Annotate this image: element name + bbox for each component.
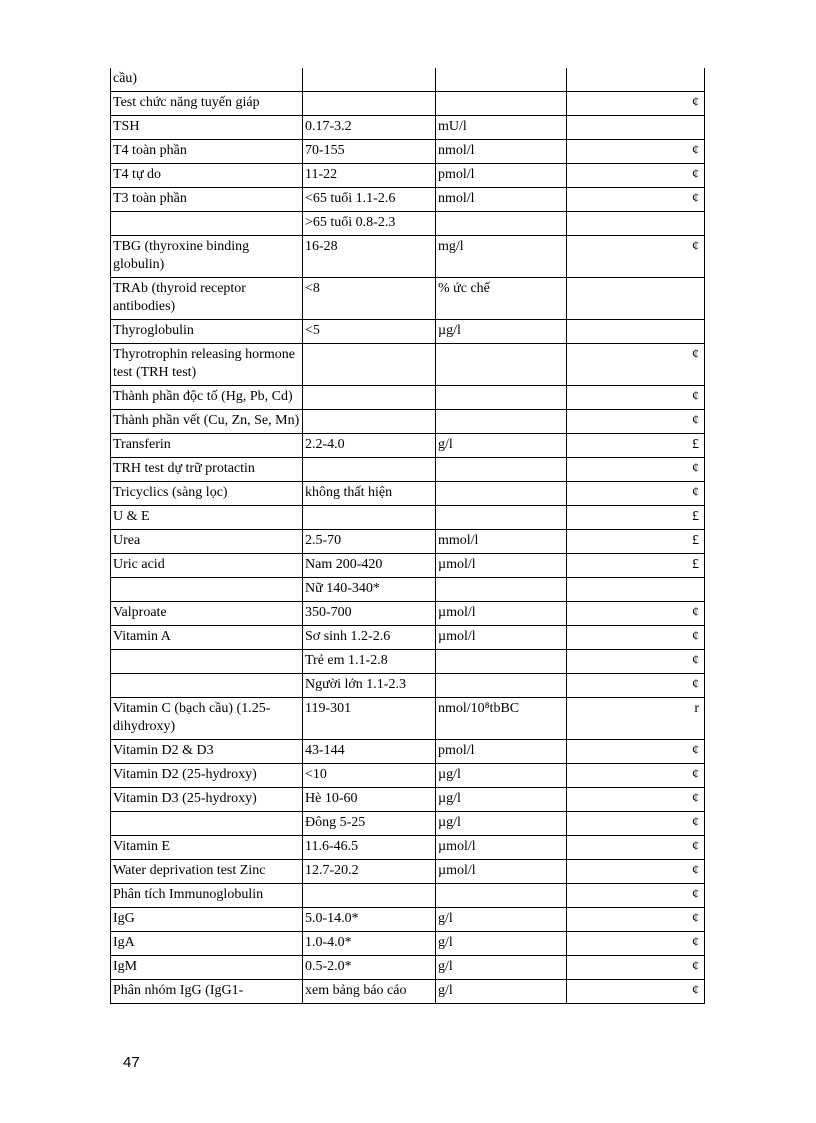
mark-cell: ¢ [567, 626, 705, 650]
table-row [111, 626, 705, 650]
reference-range-cell [303, 68, 436, 92]
test-name-cell: Phân tích Immunoglobulin [111, 884, 303, 908]
table-row [111, 530, 705, 554]
mark-cell: ¢ [567, 650, 705, 674]
reference-range-cell: <10 [303, 764, 436, 788]
table-row [111, 344, 705, 386]
reference-range-cell: 11.6-46.5 [303, 836, 436, 860]
mark-cell: ¢ [567, 740, 705, 764]
unit-cell: µmol/l [436, 554, 567, 578]
mark-cell [567, 278, 705, 320]
table-row [111, 788, 705, 812]
table-row [111, 116, 705, 140]
unit-cell: µmol/l [436, 836, 567, 860]
table-row [111, 236, 705, 278]
test-name-cell: Vitamin D3 (25-hydroxy) [111, 788, 303, 812]
unit-cell: g/l [436, 980, 567, 1004]
unit-cell: mmol/l [436, 530, 567, 554]
unit-cell [436, 458, 567, 482]
table-row [111, 956, 705, 980]
mark-cell [567, 68, 705, 92]
test-name-cell: IgA [111, 932, 303, 956]
table-row [111, 434, 705, 458]
mark-cell: ¢ [567, 188, 705, 212]
table-row [111, 68, 705, 92]
test-name-cell [111, 212, 303, 236]
table-row [111, 908, 705, 932]
table-row [111, 836, 705, 860]
unit-cell [436, 884, 567, 908]
mark-cell: ¢ [567, 836, 705, 860]
mark-cell: ¢ [567, 812, 705, 836]
mark-cell: ¢ [567, 482, 705, 506]
mark-cell: ¢ [567, 140, 705, 164]
test-name-cell: IgG [111, 908, 303, 932]
unit-cell [436, 212, 567, 236]
mark-cell: ¢ [567, 236, 705, 278]
reference-range-cell: xem bảng báo cáo [303, 980, 436, 1004]
mark-cell: r [567, 698, 705, 740]
unit-cell [436, 650, 567, 674]
mark-cell: ¢ [567, 674, 705, 698]
table-row [111, 932, 705, 956]
unit-cell [436, 386, 567, 410]
reference-range-cell: 5.0-14.0* [303, 908, 436, 932]
reference-range-cell: 11-22 [303, 164, 436, 188]
table-row [111, 410, 705, 434]
unit-cell [436, 506, 567, 530]
mark-cell: £ [567, 434, 705, 458]
reference-range-cell [303, 410, 436, 434]
test-name-cell: Vitamin C (bạch cầu) (1.25-dihydroxy) [111, 698, 303, 740]
table-row [111, 740, 705, 764]
test-name-cell: TRAb (thyroid receptor antibodies) [111, 278, 303, 320]
test-name-cell [111, 812, 303, 836]
table-row [111, 674, 705, 698]
table-row [111, 506, 705, 530]
table-row [111, 602, 705, 626]
test-name-cell: Vitamin D2 & D3 [111, 740, 303, 764]
reference-range-cell [303, 506, 436, 530]
mark-cell [567, 320, 705, 344]
test-name-cell: Urea [111, 530, 303, 554]
reference-values-table [110, 68, 705, 1004]
unit-cell: µg/l [436, 812, 567, 836]
test-name-cell: TBG (thyroxine binding globulin) [111, 236, 303, 278]
unit-cell: µg/l [436, 764, 567, 788]
table-row [111, 650, 705, 674]
reference-range-cell: 0.5-2.0* [303, 956, 436, 980]
unit-cell [436, 68, 567, 92]
reference-range-cell: 2.5-70 [303, 530, 436, 554]
test-name-cell [111, 578, 303, 602]
test-name-cell: Uric acid [111, 554, 303, 578]
unit-cell [436, 482, 567, 506]
test-name-cell: Thành phần độc tố (Hg, Pb, Cd) [111, 386, 303, 410]
table-row [111, 92, 705, 116]
table-row [111, 578, 705, 602]
table-row [111, 764, 705, 788]
reference-range-cell: 0.17-3.2 [303, 116, 436, 140]
test-name-cell: Phân nhóm IgG (IgG1- [111, 980, 303, 1004]
test-name-cell: Vitamin E [111, 836, 303, 860]
test-name-cell: Thyroglobulin [111, 320, 303, 344]
unit-cell: µmol/l [436, 860, 567, 884]
mark-cell [567, 116, 705, 140]
unit-cell: µmol/l [436, 626, 567, 650]
test-name-cell: Valproate [111, 602, 303, 626]
reference-range-cell: 12.7-20.2 [303, 860, 436, 884]
reference-range-cell: Người lớn 1.1-2.3 [303, 674, 436, 698]
test-name-cell: Thành phần vết (Cu, Zn, Se, Mn) [111, 410, 303, 434]
table-row [111, 212, 705, 236]
page-number: 47 [123, 1054, 140, 1071]
unit-cell: µg/l [436, 320, 567, 344]
mark-cell: ¢ [567, 980, 705, 1004]
reference-range-cell: <5 [303, 320, 436, 344]
test-name-cell: Transferin [111, 434, 303, 458]
unit-cell: mU/l [436, 116, 567, 140]
unit-cell: mg/l [436, 236, 567, 278]
reference-range-cell: 2.2-4.0 [303, 434, 436, 458]
unit-cell: g/l [436, 434, 567, 458]
test-name-cell [111, 650, 303, 674]
table-row [111, 320, 705, 344]
table-row [111, 278, 705, 320]
reference-range-cell: >65 tuổi 0.8-2.3 [303, 212, 436, 236]
table-row [111, 482, 705, 506]
test-name-cell: cầu) [111, 68, 303, 92]
unit-cell [436, 674, 567, 698]
reference-range-cell [303, 884, 436, 908]
reference-range-cell: <8 [303, 278, 436, 320]
unit-cell: nmol/10⁸tbBC [436, 698, 567, 740]
table-row [111, 980, 705, 1004]
reference-range-cell: 350-700 [303, 602, 436, 626]
table-row [111, 554, 705, 578]
mark-cell: £ [567, 506, 705, 530]
test-name-cell: T3 toàn phần [111, 188, 303, 212]
test-name-cell [111, 674, 303, 698]
reference-range-cell: 43-144 [303, 740, 436, 764]
reference-range-cell [303, 458, 436, 482]
test-name-cell: T4 tự do [111, 164, 303, 188]
table-row [111, 386, 705, 410]
unit-cell: g/l [436, 932, 567, 956]
reference-range-cell [303, 344, 436, 386]
test-name-cell: IgM [111, 956, 303, 980]
test-name-cell: TRH test dự trữ protactin [111, 458, 303, 482]
table-row [111, 698, 705, 740]
test-name-cell: Vitamin D2 (25-hydroxy) [111, 764, 303, 788]
reference-range-cell: Nữ 140-340* [303, 578, 436, 602]
unit-cell [436, 410, 567, 434]
table-row [111, 812, 705, 836]
mark-cell: ¢ [567, 458, 705, 482]
unit-cell: µmol/l [436, 602, 567, 626]
test-name-cell: TSH [111, 116, 303, 140]
unit-cell: pmol/l [436, 740, 567, 764]
mark-cell: ¢ [567, 386, 705, 410]
test-name-cell: Test chức năng tuyến giáp [111, 92, 303, 116]
table-row [111, 164, 705, 188]
reference-range-cell: Trẻ em 1.1-2.8 [303, 650, 436, 674]
reference-range-cell: 70-155 [303, 140, 436, 164]
test-name-cell: Vitamin A [111, 626, 303, 650]
mark-cell: ¢ [567, 932, 705, 956]
test-name-cell: Tricyclics (sàng lọc) [111, 482, 303, 506]
reference-range-cell: 1.0-4.0* [303, 932, 436, 956]
reference-range-cell: không thất hiện [303, 482, 436, 506]
table-row [111, 188, 705, 212]
unit-cell: nmol/l [436, 140, 567, 164]
mark-cell: ¢ [567, 92, 705, 116]
mark-cell: ¢ [567, 860, 705, 884]
unit-cell: pmol/l [436, 164, 567, 188]
reference-range-cell: <65 tuổi 1.1-2.6 [303, 188, 436, 212]
mark-cell: ¢ [567, 908, 705, 932]
table-body [111, 68, 705, 1004]
unit-cell: g/l [436, 908, 567, 932]
test-name-cell: U & E [111, 506, 303, 530]
mark-cell [567, 578, 705, 602]
reference-range-cell: 16-28 [303, 236, 436, 278]
reference-range-cell: Hè 10-60 [303, 788, 436, 812]
table-row [111, 884, 705, 908]
unit-cell [436, 92, 567, 116]
table-row [111, 458, 705, 482]
mark-cell: ¢ [567, 884, 705, 908]
mark-cell: ¢ [567, 956, 705, 980]
mark-cell: ¢ [567, 164, 705, 188]
unit-cell: nmol/l [436, 188, 567, 212]
reference-range-cell [303, 92, 436, 116]
test-name-cell: T4 toàn phần [111, 140, 303, 164]
reference-range-cell: Sơ sinh 1.2-2.6 [303, 626, 436, 650]
reference-range-cell: Nam 200-420 [303, 554, 436, 578]
table-row [111, 860, 705, 884]
unit-cell [436, 578, 567, 602]
table-row [111, 140, 705, 164]
unit-cell: µg/l [436, 788, 567, 812]
test-name-cell: Water deprivation test Zinc [111, 860, 303, 884]
reference-range-cell [303, 386, 436, 410]
mark-cell: ¢ [567, 410, 705, 434]
unit-cell [436, 344, 567, 386]
mark-cell: ¢ [567, 764, 705, 788]
reference-range-cell: 119-301 [303, 698, 436, 740]
mark-cell: £ [567, 554, 705, 578]
mark-cell: £ [567, 530, 705, 554]
reference-range-cell: Đông 5-25 [303, 812, 436, 836]
mark-cell [567, 212, 705, 236]
unit-cell: g/l [436, 956, 567, 980]
mark-cell: ¢ [567, 602, 705, 626]
mark-cell: ¢ [567, 788, 705, 812]
mark-cell: ¢ [567, 344, 705, 386]
unit-cell: % ức chế [436, 278, 567, 320]
test-name-cell: Thyrotrophin releasing hormone test (TRH test) [111, 344, 303, 386]
